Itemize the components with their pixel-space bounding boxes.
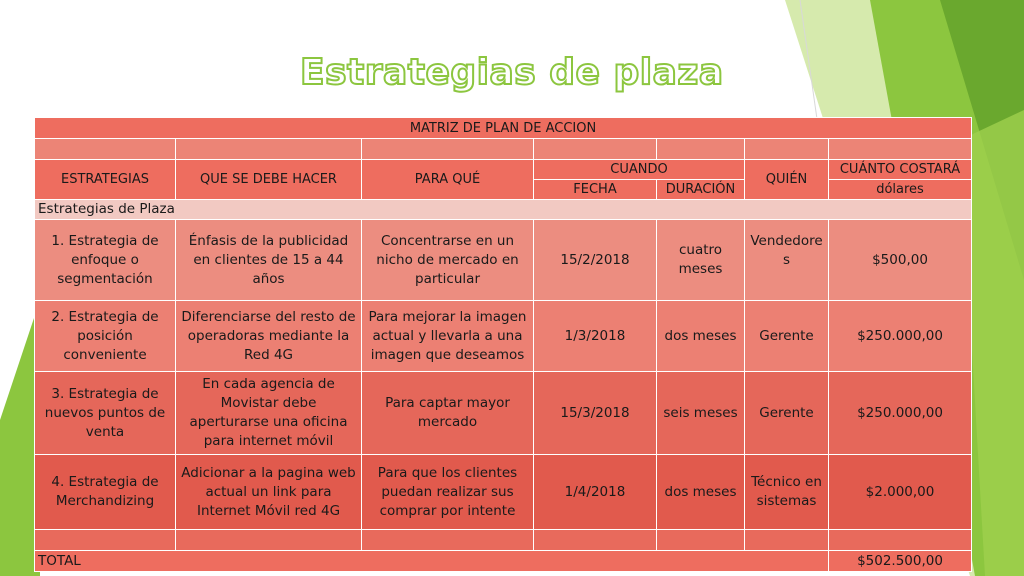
- empty-row: [35, 530, 972, 551]
- cell-para: Para mejorar la imagen actual y llevarla a una imagen que deseamos: [362, 301, 534, 372]
- cell-que: Énfasis de la publicidad en clientes de 15 a 44 años: [176, 220, 362, 301]
- cell-estrategia: 1. Estrategia de enfoque o segmentación: [35, 220, 176, 301]
- header-row: [35, 160, 972, 180]
- cell-que: En cada agencia de Movistar debe aperturarse una oficina para internet móvil: [176, 372, 362, 455]
- slide-title: Estrategias de plaza: [300, 52, 724, 93]
- table-heading: MATRIZ DE PLAN DE ACCION: [35, 118, 972, 139]
- col-que: QUE SE DEBE HACER: [176, 160, 362, 200]
- table-row: [35, 455, 972, 530]
- col-estrategias: ESTRATEGIAS: [35, 160, 176, 200]
- table-row: [35, 301, 972, 372]
- col-duracion: DURACIÓN: [657, 180, 745, 200]
- cell-fecha: 1/4/2018: [534, 455, 657, 530]
- section-label: Estrategias de Plaza: [35, 200, 972, 220]
- table-row: [35, 372, 972, 455]
- cell-costo: $500,00: [829, 220, 972, 301]
- cell-fecha: 1/3/2018: [534, 301, 657, 372]
- cell-duracion: dos meses: [657, 455, 745, 530]
- col-moneda: dólares: [829, 180, 972, 200]
- cell-estrategia: 4. Estrategia de Merchandizing: [35, 455, 176, 530]
- table-row: [35, 220, 972, 301]
- cell-para: Para captar mayor mercado: [362, 372, 534, 455]
- cell-para: Concentrarse en un nicho de mercado en particular: [362, 220, 534, 301]
- cell-fecha: 15/2/2018: [534, 220, 657, 301]
- cell-quien: Vendedores: [745, 220, 829, 301]
- empty-row: [35, 139, 972, 160]
- cell-duracion: seis meses: [657, 372, 745, 455]
- cell-para: Para que los clientes puedan realizar sus comprar por intente: [362, 455, 534, 530]
- cell-estrategia: 3. Estrategia de nuevos puntos de venta: [35, 372, 176, 455]
- col-costo: CUÁNTO COSTARÁ: [829, 160, 972, 180]
- action-plan-table: [34, 117, 972, 572]
- cell-costo: $250.000,00: [829, 372, 972, 455]
- cell-que: Diferenciarse del resto de operadoras mediante la Red 4G: [176, 301, 362, 372]
- cell-que: Adicionar a la pagina web actual un link para Internet Móvil red 4G: [176, 455, 362, 530]
- cell-quien: Técnico en sistemas: [745, 455, 829, 530]
- cell-quien: Gerente: [745, 301, 829, 372]
- col-cuando: CUANDO: [534, 160, 745, 180]
- cell-duracion: dos meses: [657, 301, 745, 372]
- cell-estrategia: 2. Estrategia de posición conveniente: [35, 301, 176, 372]
- table-heading-row: [35, 118, 972, 139]
- total-value: $502.500,00: [829, 551, 972, 572]
- col-fecha: FECHA: [534, 180, 657, 200]
- total-label: TOTAL: [35, 551, 829, 572]
- cell-duracion: cuatro meses: [657, 220, 745, 301]
- col-para: PARA QUÉ: [362, 160, 534, 200]
- cell-quien: Gerente: [745, 372, 829, 455]
- cell-costo: $2.000,00: [829, 455, 972, 530]
- total-row: [35, 551, 972, 572]
- cell-fecha: 15/3/2018: [534, 372, 657, 455]
- col-quien: QUIÉN: [745, 160, 829, 200]
- section-row: [35, 200, 972, 220]
- cell-costo: $250.000,00: [829, 301, 972, 372]
